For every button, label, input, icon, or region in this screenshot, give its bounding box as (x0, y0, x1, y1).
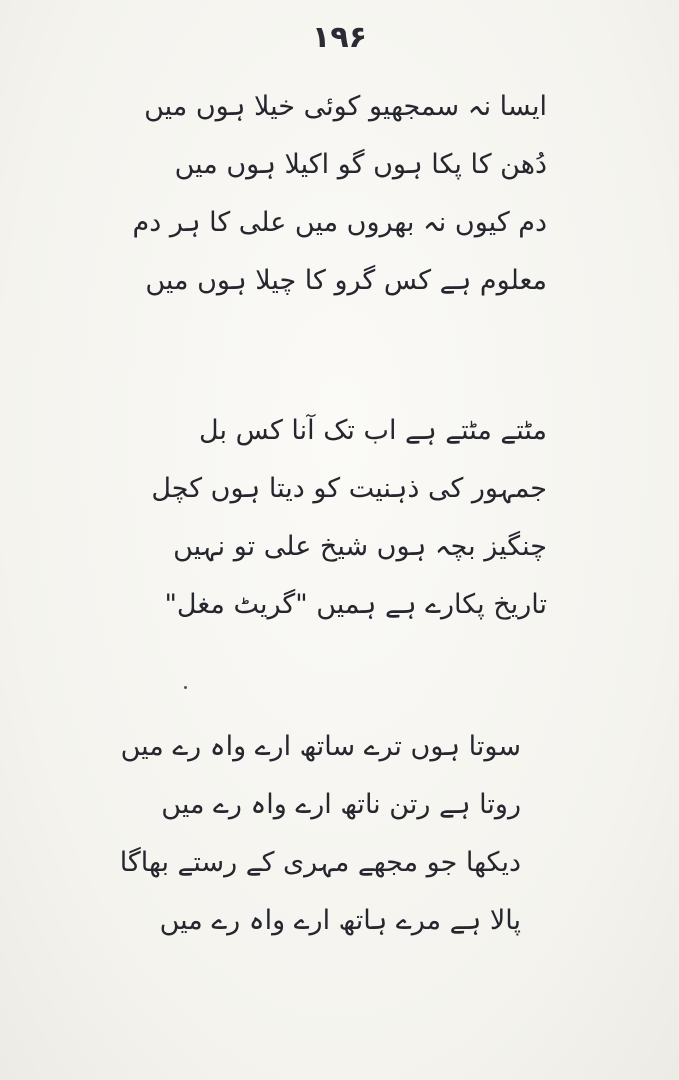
verse-line: دُھن کا پکا ہوں گو اکیلا ہوں میں (174, 149, 547, 180)
verse-line: معلوم ہے کس گرو کا چیلا ہوں میں (145, 265, 547, 296)
verse-line: جمہور کی ذہنیت کو دیتا ہوں کچل (151, 473, 547, 504)
verse-line: ایسا نہ سمجھیو کوئی خیلا ہوں میں (144, 91, 547, 122)
stanza (127, 78, 547, 310)
verse-line: مٹتے مٹتے ہے اب تک آنا کس بل (199, 415, 547, 446)
page-number: ۱۹۶ (312, 20, 367, 55)
verse-line: چنگیز بچہ ہوں شیخ علی تو نہیں (173, 531, 547, 562)
verse-line: تاریخ پکارے ہے ہمیں "گریٹ مغل" (164, 589, 547, 620)
stanza (121, 718, 521, 950)
verse-line: روتا ہے رتن ناتھ ارے واہ رے میں (161, 789, 521, 820)
verse-line: دم کیوں نہ بھروں میں علی کا ہر دم (132, 207, 547, 238)
ink-speck (184, 686, 187, 689)
verse-line: دیکھا جو مجھے مہری کے رستے بھاگا (119, 847, 521, 878)
verse-line: سوتا ہوں ترے ساتھ ارے واہ رے میں (120, 731, 521, 762)
stanza (127, 402, 547, 634)
verse-line: پالا ہے مرے ہاتھ ارے واہ رے میں (159, 905, 521, 936)
